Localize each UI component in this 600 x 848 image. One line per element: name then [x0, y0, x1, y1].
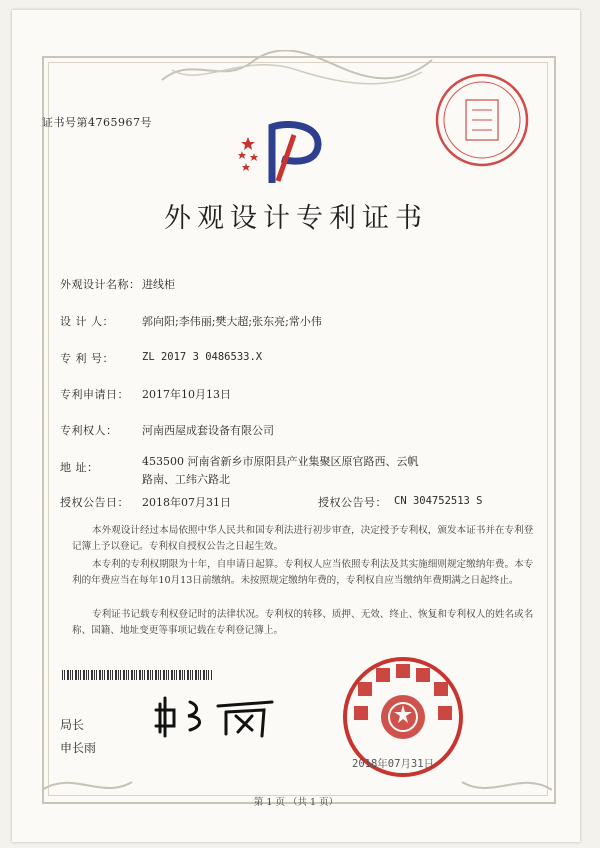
paragraph-3: 专利证书记载专利权登记时的法律状况。专利权的转移、质押、无效、终止、恢复和专利权人的姓名或名称、国籍、地址变更等事项记载在专利登记簿上。: [72, 609, 534, 636]
certificate-number: 证书号第4765967号: [42, 116, 152, 129]
owner-value: 河南西屋成套设备有限公司: [142, 424, 274, 437]
ornament-top-icon: [152, 50, 442, 90]
application-date-value: 2017年10月13日: [142, 388, 231, 401]
signature-role: 局长: [60, 718, 85, 732]
designer-value: 郭向阳;李伟丽;樊大超;张东亮;常小伟: [142, 315, 322, 328]
patent-office-logo-icon: [234, 115, 334, 185]
grant-date-value: 2018年07月31日: [142, 496, 231, 509]
application-date-label: 专利申请日：: [60, 388, 129, 401]
signature-name: 申长雨: [60, 741, 97, 755]
certificate-title: 外观设计专利证书: [164, 203, 428, 234]
page-footer: 第 1 页 （共 1 页）: [253, 797, 339, 808]
seal-date: 2018年07月31日: [352, 758, 435, 770]
address-line-1: 453500 河南省新乡市原阳县产业集聚区原官路西、云帆: [142, 455, 419, 468]
owner-label: 专利权人：: [60, 424, 118, 437]
handwritten-signature-icon: [152, 692, 292, 740]
design-name-value: 进线柜: [142, 278, 175, 291]
barcode: [62, 670, 212, 680]
paragraph-1: 本外观设计经过本局依照中华人民共和国专利法进行初步审查，决定授予专利权，颁发本证书并在专利登记簿上予以登记。专利权自授权公告之日起生效。: [72, 525, 534, 552]
grant-number-value: CN 304752513 S: [394, 495, 483, 507]
design-name-label: 外观设计名称：: [60, 278, 141, 291]
patent-number-value: ZL 2017 3 0486533.X: [142, 351, 263, 363]
patent-number-label: 专 利 号：: [60, 352, 114, 365]
grant-number-label: 授权公告号：: [318, 496, 387, 509]
designer-label: 设 计 人：: [60, 315, 114, 328]
agency-stamp-icon: [432, 70, 532, 170]
grant-date-label: 授权公告日：: [60, 496, 129, 509]
address-label: 地 址：: [60, 461, 99, 474]
paragraph-2: 本专利的专利权期限为十年，自申请日起算。专利权人应当依照专利法及其实施细则规定缴纳年费。本专利的年费应当在每年10月13日前缴纳。未按照规定缴纳年费的，专利权自应当缴纳年费期满之日起终止。: [72, 559, 534, 586]
address-line-2: 路南、工纬六路北: [142, 473, 230, 486]
certificate-paper: [12, 10, 580, 842]
